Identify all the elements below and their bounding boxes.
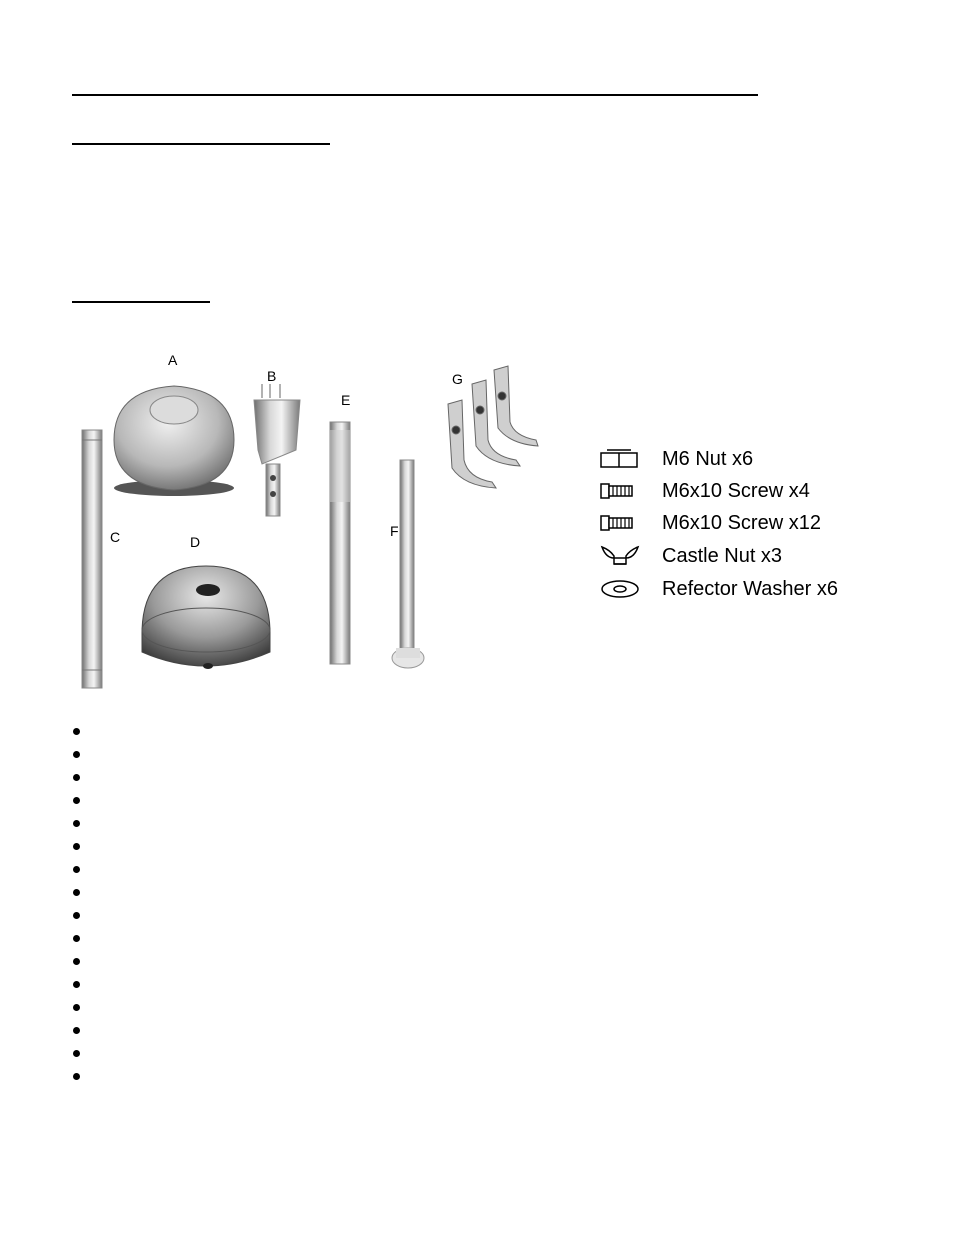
part-label-e: E: [341, 392, 351, 408]
part-c-pole: [82, 430, 102, 688]
part-label-g: G: [452, 371, 463, 387]
part-f-post: [392, 460, 424, 668]
hardware-item-label: M6 Nut x6: [662, 447, 754, 470]
bullet-icon: [73, 843, 80, 850]
part-label-a: A: [168, 352, 178, 368]
hardware-item-label: Refector Washer x6: [662, 577, 838, 600]
part-label-c: C: [110, 529, 121, 545]
parts-illustration: [0, 340, 560, 700]
hardware-item-screw: [600, 508, 821, 538]
screw-icon: [600, 478, 642, 504]
hardware-item-wing-nut: [600, 541, 782, 571]
hardware-item-label: Castle Nut x3: [662, 544, 783, 567]
heading-rule-1: [72, 94, 758, 96]
part-d-base: [142, 566, 270, 669]
wing-nut-icon: [600, 543, 642, 569]
part-e-pole: [330, 422, 350, 664]
bullet-icon: [73, 1004, 80, 1011]
bullet-icon: [73, 728, 80, 735]
bullet-icon: [73, 1073, 80, 1080]
hardware-item-label: M6x10 Screw x12: [662, 511, 821, 534]
bullet-icon: [73, 981, 80, 988]
screw-icon: [600, 510, 642, 536]
part-label-b: B: [267, 368, 277, 384]
heading-rule-3: [72, 301, 210, 303]
bullet-icon: [73, 751, 80, 758]
bullet-icon: [73, 912, 80, 919]
bullet-icon: [73, 889, 80, 896]
heading-rule-2: [72, 143, 330, 145]
bullet-icon: [73, 774, 80, 781]
hardware-item-label: M6x10 Screw x4: [662, 479, 810, 502]
bullet-icon: [73, 958, 80, 965]
part-a-reflector: [114, 386, 234, 496]
bullet-icon: [73, 1027, 80, 1034]
bullet-icon: [73, 935, 80, 942]
part-label-f: F: [390, 523, 399, 539]
bullet-icon: [73, 866, 80, 873]
bullet-icon: [73, 1050, 80, 1057]
washer-icon: [600, 576, 642, 602]
hardware-item-nut: [600, 444, 753, 474]
hardware-item-screw: [600, 476, 810, 506]
part-b-burner: [254, 384, 300, 516]
bullet-icon: [73, 820, 80, 827]
bullet-icon: [73, 797, 80, 804]
hex-nut-icon: [600, 446, 642, 472]
hardware-list: [600, 444, 900, 614]
part-label-d: D: [190, 534, 201, 550]
hardware-item-washer: [600, 574, 838, 604]
